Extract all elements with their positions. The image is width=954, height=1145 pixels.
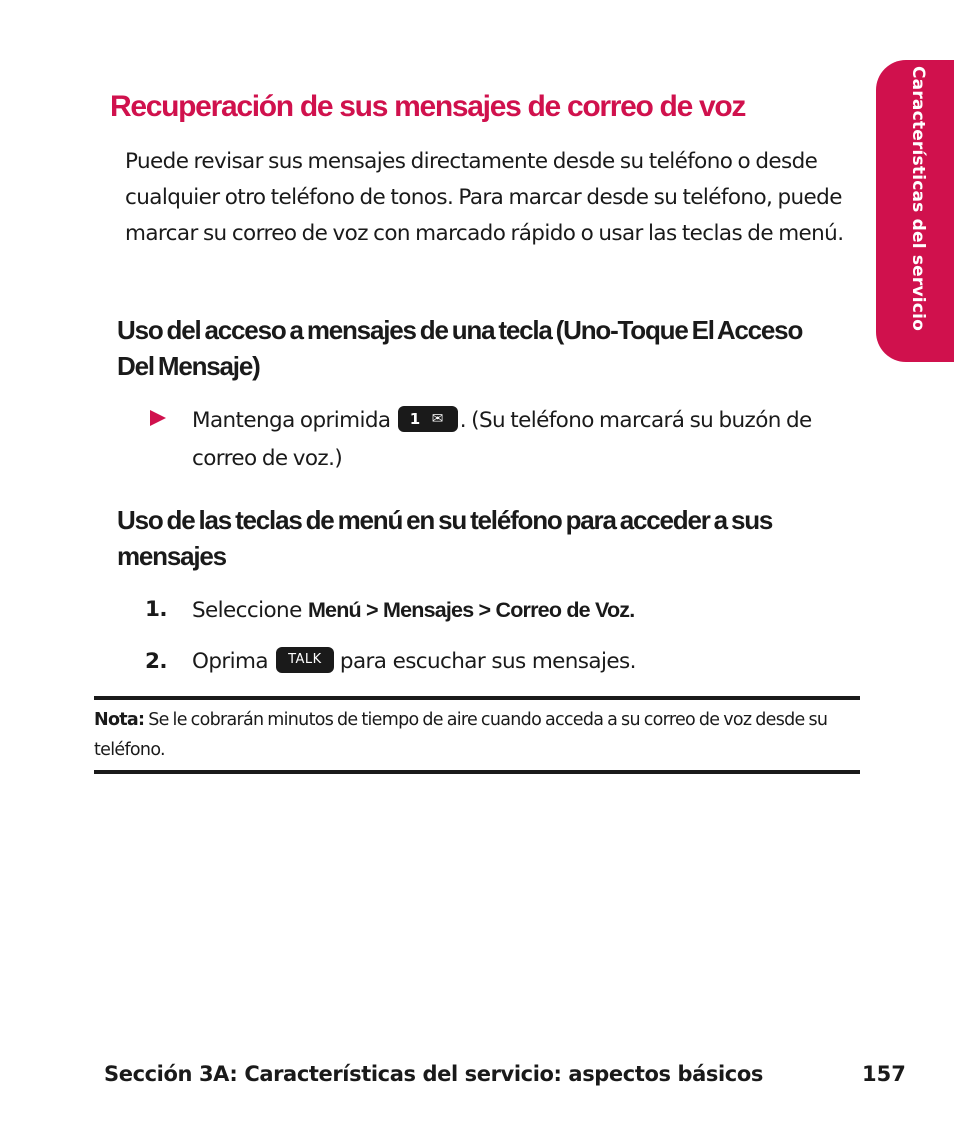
note-body: Se le cobrarán minutos de tiempo de aire cuando acceda a su correo de voz desde su teléfono. <box>94 710 828 760</box>
bullet-text <box>192 402 832 478</box>
note-label: Nota: <box>94 710 145 730</box>
section-heading-one-touch: Uso del acceso a mensajes de una tecla (Uno-Toque El Acceso Del Mensaje) <box>117 315 803 381</box>
step-1-text: Seleccione <box>192 598 302 623</box>
step-number: 1. <box>145 597 167 622</box>
step-2-text-before: Oprima <box>192 649 268 674</box>
step-number: 2. <box>145 649 167 674</box>
bullet-arrow-icon <box>150 410 166 426</box>
page-title: Recuperación de sus mensajes de correo de voz <box>110 90 746 123</box>
menu-path: Menú > Mensajes > Correo de Voz. <box>307 598 635 622</box>
side-section-tab <box>876 60 954 362</box>
envelope-icon: ✉ <box>431 411 443 427</box>
side-tab-label: Características del servicio <box>908 66 928 331</box>
key-number: 1 <box>409 410 420 428</box>
step-text <box>192 645 636 679</box>
footer-section-title: Sección 3A: Características del servicio: aspectos básicos <box>104 1062 763 1086</box>
bullet-text-before: Mantenga oprimida <box>192 408 391 433</box>
note-box <box>94 696 860 774</box>
note-text <box>94 705 860 765</box>
step-2-text-after: para escuchar sus mensajes. <box>339 649 636 674</box>
step-text <box>192 593 634 628</box>
bullet-text-after: . (Su teléfono marcará su buzón de correo de voz.) <box>192 408 812 471</box>
talk-key-icon: TALK <box>276 647 334 673</box>
section-heading-menu-keys: Uso de las teclas de menú en su teléfono para acceder a sus mensajes <box>117 505 773 571</box>
key-1-voicemail-icon <box>398 406 458 432</box>
page-number: 157 <box>862 1062 906 1086</box>
intro-paragraph: Puede revisar sus mensajes directamente desde su teléfono o desde cualquier otro teléfono de tonos. Para marcar desde su teléfono, puede marcar su correo de voz con marcado rápido o usar las teclas de menú. <box>125 149 844 246</box>
